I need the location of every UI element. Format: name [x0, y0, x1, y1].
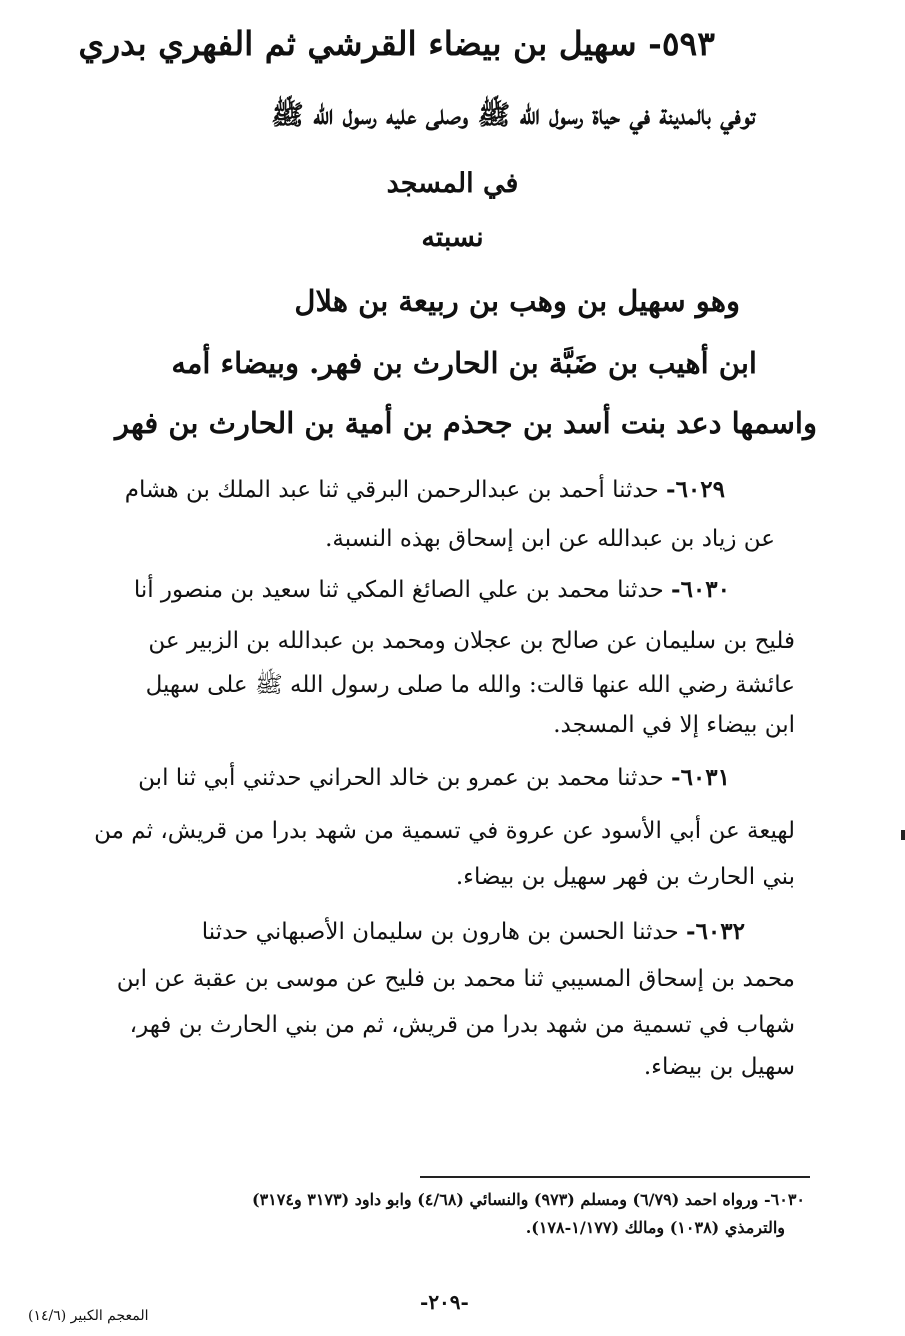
entry-heading: ٥٩٣- سهيل بن بيضاء القرشي ثم الفهري بدري	[78, 24, 715, 63]
hadith-number: ٦٠٢٩-	[666, 476, 725, 503]
hadith-text: حدثنا محمد بن عمرو بن خالد الحراني حدثني أبي ثنا ابن	[138, 765, 664, 791]
lineage-line-1: وهو سهيل بن وهب بن ربيعة بن هلال	[294, 284, 740, 318]
lineage-line-2: ابن أهيب بن ضَبَّة بن الحارث بن فهر. وبيضاء أمه	[171, 346, 757, 380]
entry-death-note: توفي بالمدينة في حياة رسول الله ﷺ وصلى عليه رسول الله ﷺ	[271, 100, 755, 131]
lineage-line-3: واسمها دعد بنت أسد بن جحذم بن أمية بن الحارث بن فهر	[115, 406, 817, 440]
hadith-6030-line-2: فليح بن سليمان عن صالح بن عجلان ومحمد بن عبدالله بن الزبير عن	[148, 628, 795, 654]
hadith-6030-line-3: عائشة رضي الله عنها قالت: والله ما صلى رسول الله ﷺ على سهيل	[145, 672, 795, 698]
footnote-line-1: ٦٠٣٠- ورواه احمد (٦/٧٩) ومسلم (٩٧٣) والنسائي (٤/٦٨) وابو داود (٣١٧٣ و٣١٧٤)	[251, 1190, 805, 1209]
hadith-6030-line-4: ابن بيضاء إلا في المسجد.	[553, 712, 795, 738]
hadith-text: حدثنا الحسن بن هارون بن سليمان الأصبهاني حدثنا	[201, 919, 679, 945]
hadith-6030-line-1	[134, 576, 730, 603]
footnote-separator	[420, 1176, 810, 1178]
hadith-6032-line-4: سهيل بن بيضاء.	[643, 1054, 795, 1080]
hadith-6031-line-3: بني الحارث بن فهر سهيل بن بيضاء.	[455, 864, 795, 890]
hadith-6029-line-2: عن زياد بن عبدالله عن ابن إسحاق بهذه النسبة.	[325, 526, 775, 552]
page-number: -٢٠٩-	[420, 1290, 469, 1314]
hadith-text: حدثنا محمد بن علي الصائغ المكي ثنا سعيد بن منصور أنا	[133, 577, 664, 603]
hadith-number: ٦٠٣١-	[671, 764, 730, 791]
hadith-6032-line-1	[202, 918, 745, 945]
hadith-text: حدثنا أحمد بن عبدالرحمن البرقي ثنا عبد الملك بن هشام	[124, 477, 659, 503]
hadith-6031-line-2: لهيعة عن أبي الأسود عن عروة في تسمية من شهد بدرا من قريش، ثم من	[94, 818, 795, 844]
footnote-line-2: والترمذي (١٠٣٨) ومالك (١/١٧٧-١٧٨).	[525, 1218, 785, 1237]
hadith-6031-line-1	[138, 764, 730, 791]
scan-mark	[901, 830, 905, 840]
hadith-number: ٦٠٣٠-	[671, 576, 730, 603]
entry-death-note-cont: في المسجد	[386, 168, 519, 199]
hadith-6032-line-2: محمد بن إسحاق المسيبي ثنا محمد بن فليح عن موسى بن عقبة عن ابن	[116, 966, 795, 992]
book-title-corner: المعجم الكبير (١٤/٦)	[28, 1308, 149, 1324]
hadith-6032-line-3: شهاب في تسمية من شهد بدرا من قريش، ثم من بني الحارث بن فهر،	[129, 1012, 795, 1038]
hadith-6029-line-1	[125, 476, 725, 503]
hadith-number: ٦٠٣٢-	[686, 918, 745, 945]
lineage-subheading: نسبته	[421, 222, 484, 253]
